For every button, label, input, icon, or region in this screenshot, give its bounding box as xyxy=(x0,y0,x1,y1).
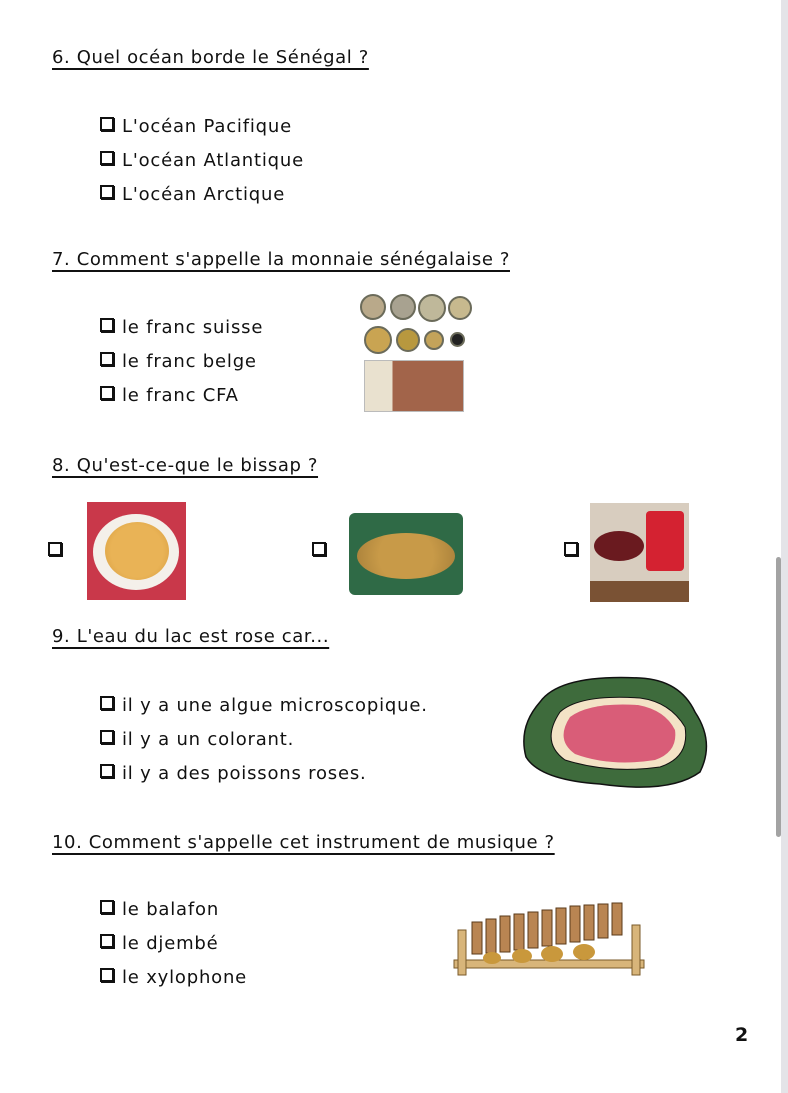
option-label: il y a un colorant. xyxy=(122,729,295,750)
q6-option-3[interactable] xyxy=(100,184,285,205)
beignets-image xyxy=(87,502,186,600)
checkbox-icon[interactable] xyxy=(100,318,114,332)
option-label: il y a une algue microscopique. xyxy=(122,695,428,716)
q10-option-3[interactable] xyxy=(100,967,247,988)
question-10-title: 10. Comment s'appelle cet instrument de musique ? xyxy=(52,832,555,853)
checkbox-icon[interactable] xyxy=(100,352,114,366)
option-label: le xylophone xyxy=(122,967,248,988)
option-label: le franc belge xyxy=(122,351,257,372)
checkbox-icon[interactable] xyxy=(100,968,114,982)
pink-lake-image xyxy=(520,672,715,794)
scrollbar-thumb[interactable] xyxy=(776,557,781,837)
option-label: L'océan Pacifique xyxy=(122,116,292,137)
checkbox-icon[interactable] xyxy=(100,730,114,744)
q6-option-1[interactable] xyxy=(100,116,292,137)
checkbox-icon[interactable] xyxy=(100,386,114,400)
viewer-edge xyxy=(781,0,788,1093)
q10-option-2[interactable] xyxy=(100,933,219,954)
q9-option-3[interactable] xyxy=(100,763,367,784)
question-8-title: 8. Qu'est-ce-que le bissap ? xyxy=(52,455,319,476)
option-label: le franc CFA xyxy=(122,385,239,406)
q10-option-1[interactable] xyxy=(100,899,219,920)
checkbox-icon[interactable] xyxy=(100,934,114,948)
q8-option-3-checkbox[interactable] xyxy=(564,542,578,556)
page-number: 2 xyxy=(735,1024,749,1046)
q7-option-2[interactable] xyxy=(100,351,257,372)
option-label: le franc suisse xyxy=(122,317,264,338)
q7-option-3[interactable] xyxy=(100,385,239,406)
option-label: le djembé xyxy=(122,933,219,954)
question-6-title: 6. Quel océan borde le Sénégal ? xyxy=(52,47,369,68)
checkbox-icon[interactable] xyxy=(100,696,114,710)
checkbox-icon[interactable] xyxy=(100,900,114,914)
bissap-drink-image xyxy=(590,503,689,602)
checkbox-icon[interactable] xyxy=(100,151,114,165)
question-7-title: 7. Comment s'appelle la monnaie sénégalaise ? xyxy=(52,249,510,270)
q8-option-1-checkbox[interactable] xyxy=(48,542,62,556)
checkbox-icon[interactable] xyxy=(100,117,114,131)
cfa-money-image xyxy=(358,292,478,412)
option-label: L'océan Atlantique xyxy=(122,150,304,171)
option-label: il y a des poissons roses. xyxy=(122,763,367,784)
question-9-title: 9. L'eau du lac est rose car... xyxy=(52,626,330,647)
q6-option-2[interactable] xyxy=(100,150,304,171)
checkbox-icon[interactable] xyxy=(100,764,114,778)
checkbox-icon[interactable] xyxy=(100,185,114,199)
option-label: L'océan Arctique xyxy=(122,184,286,205)
balafon-image xyxy=(452,900,650,980)
q9-option-2[interactable] xyxy=(100,729,294,750)
soup-image xyxy=(349,513,463,595)
q7-option-1[interactable] xyxy=(100,317,263,338)
option-label: le balafon xyxy=(122,899,220,920)
q9-option-1[interactable] xyxy=(100,695,428,716)
q8-option-2-checkbox[interactable] xyxy=(312,542,326,556)
